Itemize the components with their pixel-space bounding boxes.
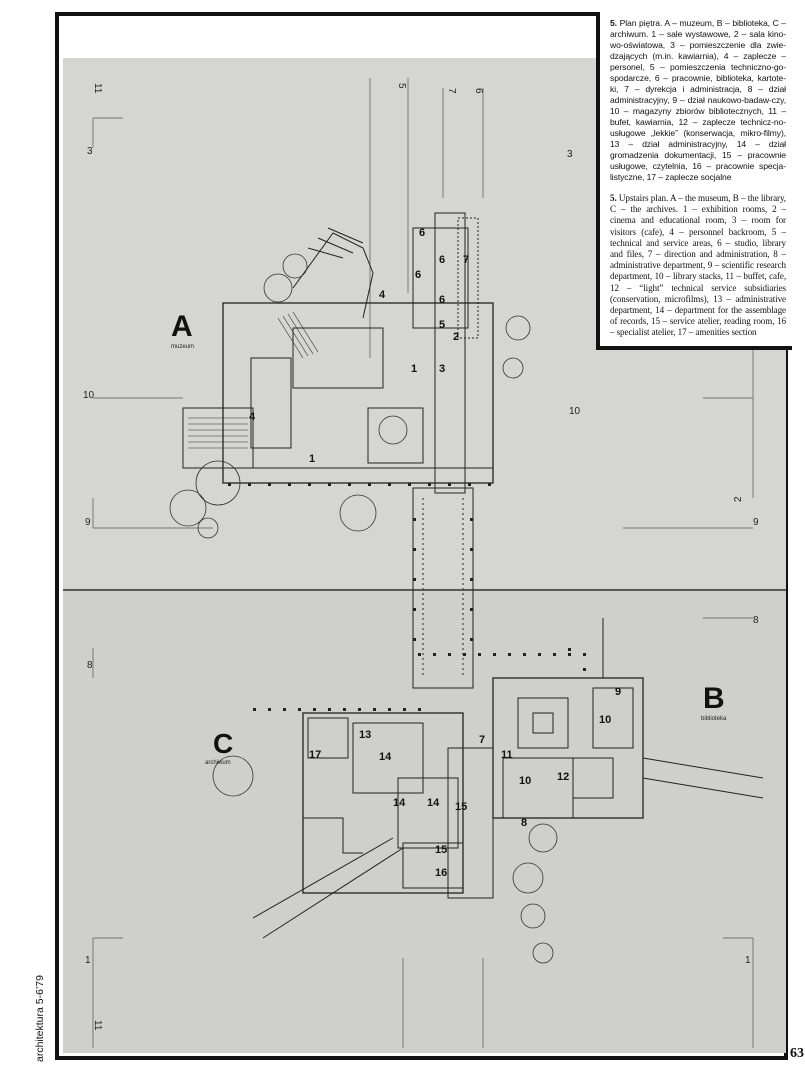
figure-number-polish: 5. [610,18,617,28]
section-mark-11-top: 11 [92,83,103,94]
wing-name-c: archiwum [205,760,231,766]
figure-number-english: 5. [610,193,617,203]
section-mark-10-left: 10 [83,390,95,401]
section-mark-1-left: 1 [85,955,91,966]
room-7: 7 [463,254,470,266]
section-mark-9-right: 9 [753,517,759,528]
room-15: 15 [455,801,468,813]
section-mark-6: 6 [473,88,484,94]
section-mark-3-left: 3 [87,146,93,157]
room-9: 9 [615,686,622,698]
section-mark-3-right: 3 [567,149,573,160]
room-6-a: 6 [419,227,426,239]
room-4-b: 4 [249,411,256,423]
room-6-d: 6 [415,269,422,281]
room-1-b: 1 [309,453,316,465]
room-5: 5 [439,319,446,331]
room-6-c: 6 [439,294,446,306]
room-7-corridor: 7 [479,734,486,746]
room-10-b: 10 [519,775,532,787]
section-mark-5: 5 [396,83,407,89]
caption-box [596,12,792,350]
room-11: 11 [501,749,513,761]
section-mark-1-right: 1 [745,955,751,966]
wing-name-b: biblioteka [701,716,727,722]
page-number: 63 [790,1046,804,1061]
room-13: 13 [359,729,372,741]
caption-polish [610,18,786,183]
section-mark-8-right: 8 [753,615,759,626]
room-17: 17 [309,749,322,761]
room-16: 16 [435,867,448,879]
room-15-b: 15 [435,844,448,856]
wing-name-a: muzeum [171,344,195,350]
wing-letter-a: A [171,310,193,343]
caption-polish-text: Plan piętra. A – muzeum, B – biblioteka, C – archiwum. 1 – sale wystawowe, 2 – sala kino-wo-oświatowa, 3 – pomieszczenie dla zwie-dzających (m.in. kawiarnia), 4 – zaplecze – personel, 5 – pomieszczenia techniczno-go-spodarcze, 6 – pracownie, biblioteka, kartote-ki, 7 – dyrekcja i administracja, 8 – dział administracyjny, 9 – dział naukowo-badaw-czy, 10 – magazyny zbiorów bibliotecznych, 11 – bufet, kawiarnia, 12 – zaplecze technicz-no-usługowe „lekkie” (konserwacja, mikro-filmy), 13 – dział administracyjny, 14 – dział gromadzenia dokumentacji, 15 – pracownie usługowe, czytelnia, 16 – pracownie specja-listyczne, 17 – zaplecze socjalne [610,18,786,182]
section-mark-9-left: 9 [85,517,91,528]
room-14-c: 14 [427,797,440,809]
journal-tag: architektura 5-6’79 [34,975,46,1062]
wing-letter-c: C [213,728,234,759]
room-10-a: 10 [599,714,612,726]
section-mark-2: 2 [733,496,744,502]
room-1-a: 1 [411,363,418,375]
room-12: 12 [557,771,570,783]
room-14-a: 14 [379,751,392,763]
section-mark-10-right: 10 [569,406,581,417]
section-mark-7: 7 [446,88,457,94]
section-mark-8-left: 8 [87,660,93,671]
section-mark-11-bottom: 11 [92,1020,103,1031]
room-4-a: 4 [379,289,386,301]
room-3: 3 [439,363,446,375]
wing-letter-b: B [703,682,725,715]
caption-english-text: Upstairs plan. A – the museum, B – the library, C – the archives. 1 – exhibition rooms, 2 – cinema and educational room, 3 – room for visitors (cafe), 4 – personnel backroom, 5 – technical and service areas, 6 – studio, library and files, 7 – direction and administration, 8 – administrative department, 9 – scientific research department, 10 – library stacks, 11 – buffet, cafe, 12 – “light” technical service subsidiaries (conservation, microfilms), 13 – administrative department, 14 – department for the assemblage of records, 15 – service atelier, reading room, 16 – specialist atelier, 17 – amenities section [610,193,786,338]
caption-english [610,193,786,339]
room-2: 2 [453,331,460,343]
room-8: 8 [521,817,528,829]
room-6-b: 6 [439,254,446,266]
room-14-b: 14 [393,797,406,809]
